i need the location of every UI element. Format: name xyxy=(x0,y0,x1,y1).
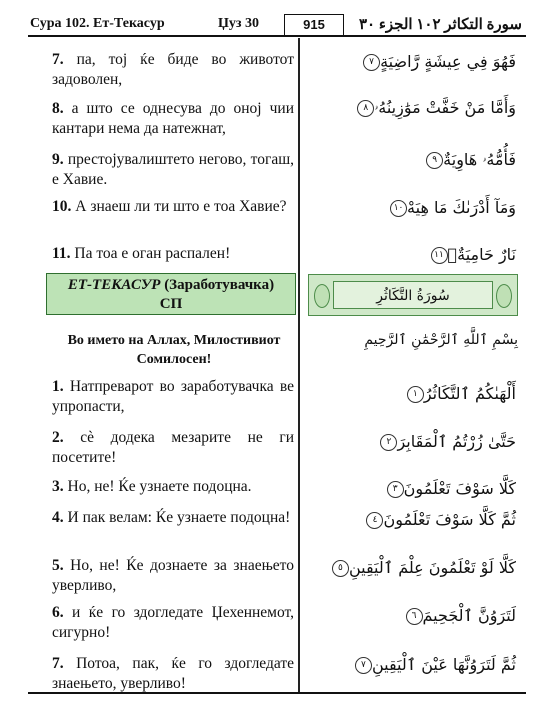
rosette-icon xyxy=(496,284,512,308)
arabic-verse-101-8: وَأَمَّا مَنْ خَفَّتْ مَوَٰزِينُهُۥ٨ xyxy=(316,98,516,124)
verse-102-5: 5. Но, не! Ќе дознаете за знаењето уверливо, xyxy=(52,557,294,594)
arabic-verse-102-7: ثُمَّ لَتَرَوُنَّهَا عَيْنَ ٱلْيَقِينِ٧ xyxy=(316,655,516,681)
verse-102-4: 4. И пак велам: Ќе узнаете подоцна! xyxy=(52,509,291,526)
page-header xyxy=(28,13,526,37)
juz-label: Џуз 30 xyxy=(218,16,260,31)
verse-101-8: 8. а што се однесува до оној чии кантари нема да натежнат, xyxy=(52,100,294,137)
verse-102-6: 6. и ќе го здогледате Џехеннемот, сигурно! xyxy=(52,604,295,641)
arabic-verse-101-11: نَارٌ حَامِيَةٌۢ١١ xyxy=(316,245,516,271)
verse-102-7: 7. Потоа, пак, ќе го здогледате знаењето, уверливо! xyxy=(52,655,294,692)
verse-101-10: 10. А знаеш ли ти што е тоа Хавие? xyxy=(52,198,287,215)
arabic-verse-101-7: فَهُوَ فِي عِيشَةٍ رَّاضِيَةٍ٧ xyxy=(316,52,516,78)
sura-title-box: ЕТ-ТЕКАСУР (Заработувачка) СП xyxy=(46,273,296,315)
arabic-verse-102-1: أَلْهَىٰكُمُ ٱلتَّكَاثُرُ١ xyxy=(316,384,516,410)
ayah-end-icon: ٢ xyxy=(380,434,397,451)
ayah-end-icon: ٧ xyxy=(363,54,380,71)
arabic-verse-101-10: وَمَآ أَدْرَىٰكَ مَا هِيَهْ١٠ xyxy=(316,198,516,224)
sura-banner-arabic: سُورَةُ التَّكَاثُرِ xyxy=(333,281,493,309)
ayah-end-icon: ٣ xyxy=(387,481,404,498)
verse-102-3: 3. Но, не! Ќе узнаете подоцна. xyxy=(52,478,252,495)
ayah-end-icon: ٧ xyxy=(355,657,372,674)
column-divider xyxy=(298,38,300,694)
sura-title-latin: Сура 102. Ет-Текасур xyxy=(30,16,165,31)
verse-102-2: 2. сè додека мезарите не ги посетите! xyxy=(52,429,295,466)
arabic-verse-101-9: فَأُمُّهُۥ هَاوِيَةٌ٩ xyxy=(316,150,516,176)
ayah-end-icon: ٩ xyxy=(426,152,443,169)
verse-101-11: 11. Па тоа е оган распален! xyxy=(52,245,231,262)
ayah-end-icon: ٦ xyxy=(406,608,423,625)
revelation-place: СП xyxy=(159,296,183,312)
arabic-verse-102-6: لَتَرَوُنَّ ٱلْجَحِيمَ٦ xyxy=(316,606,516,632)
verse-101-9: 9. престојувалиштето негово, тогаш, е Хавие. xyxy=(52,151,295,188)
basmala-latin: Во името на Аллах, Милостивиот Сомилосен! xyxy=(67,333,281,367)
ayah-end-icon: ١ xyxy=(407,386,424,403)
ayah-end-icon: ١٠ xyxy=(390,200,407,217)
ayah-end-icon: ٤ xyxy=(366,512,383,529)
ayah-end-icon: ٨ xyxy=(357,100,374,117)
basmala-arabic: بِسْمِ ٱللَّهِ ٱلرَّحْمَٰنِ ٱلرَّحِيمِ xyxy=(364,332,518,348)
ayah-end-icon: ٥ xyxy=(332,560,349,577)
arabic-verse-102-5: كَلَّا لَوْ تَعْلَمُونَ عِلْمَ ٱلْيَقِينِ٥ xyxy=(316,558,516,584)
verse-102-1: 1. Натпреварот во заработувачка ве упропасти, xyxy=(52,378,295,415)
rosette-icon xyxy=(314,284,330,308)
footer-rule xyxy=(28,692,526,694)
arabic-verse-102-4: ثُمَّ كَلَّا سَوْفَ تَعْلَمُونَ٤ xyxy=(316,510,516,536)
verse-101-7: 7. па, тој ќе биде во животот задоволен, xyxy=(52,51,294,88)
page-number: 915 xyxy=(284,14,344,36)
ayah-end-icon: ١١ xyxy=(431,247,448,264)
header-rule xyxy=(28,35,526,37)
arabic-verse-102-3: كَلَّا سَوْفَ تَعْلَمُونَ٣ xyxy=(316,479,516,505)
arabic-verse-102-2: حَتَّىٰ زُرْتُمُ ٱلْمَقَابِرَ٢ xyxy=(316,432,516,458)
header-arabic: سورة التكاثر ١٠٢ الجزء ٣٠ xyxy=(358,17,522,33)
sura-banner xyxy=(308,274,518,316)
